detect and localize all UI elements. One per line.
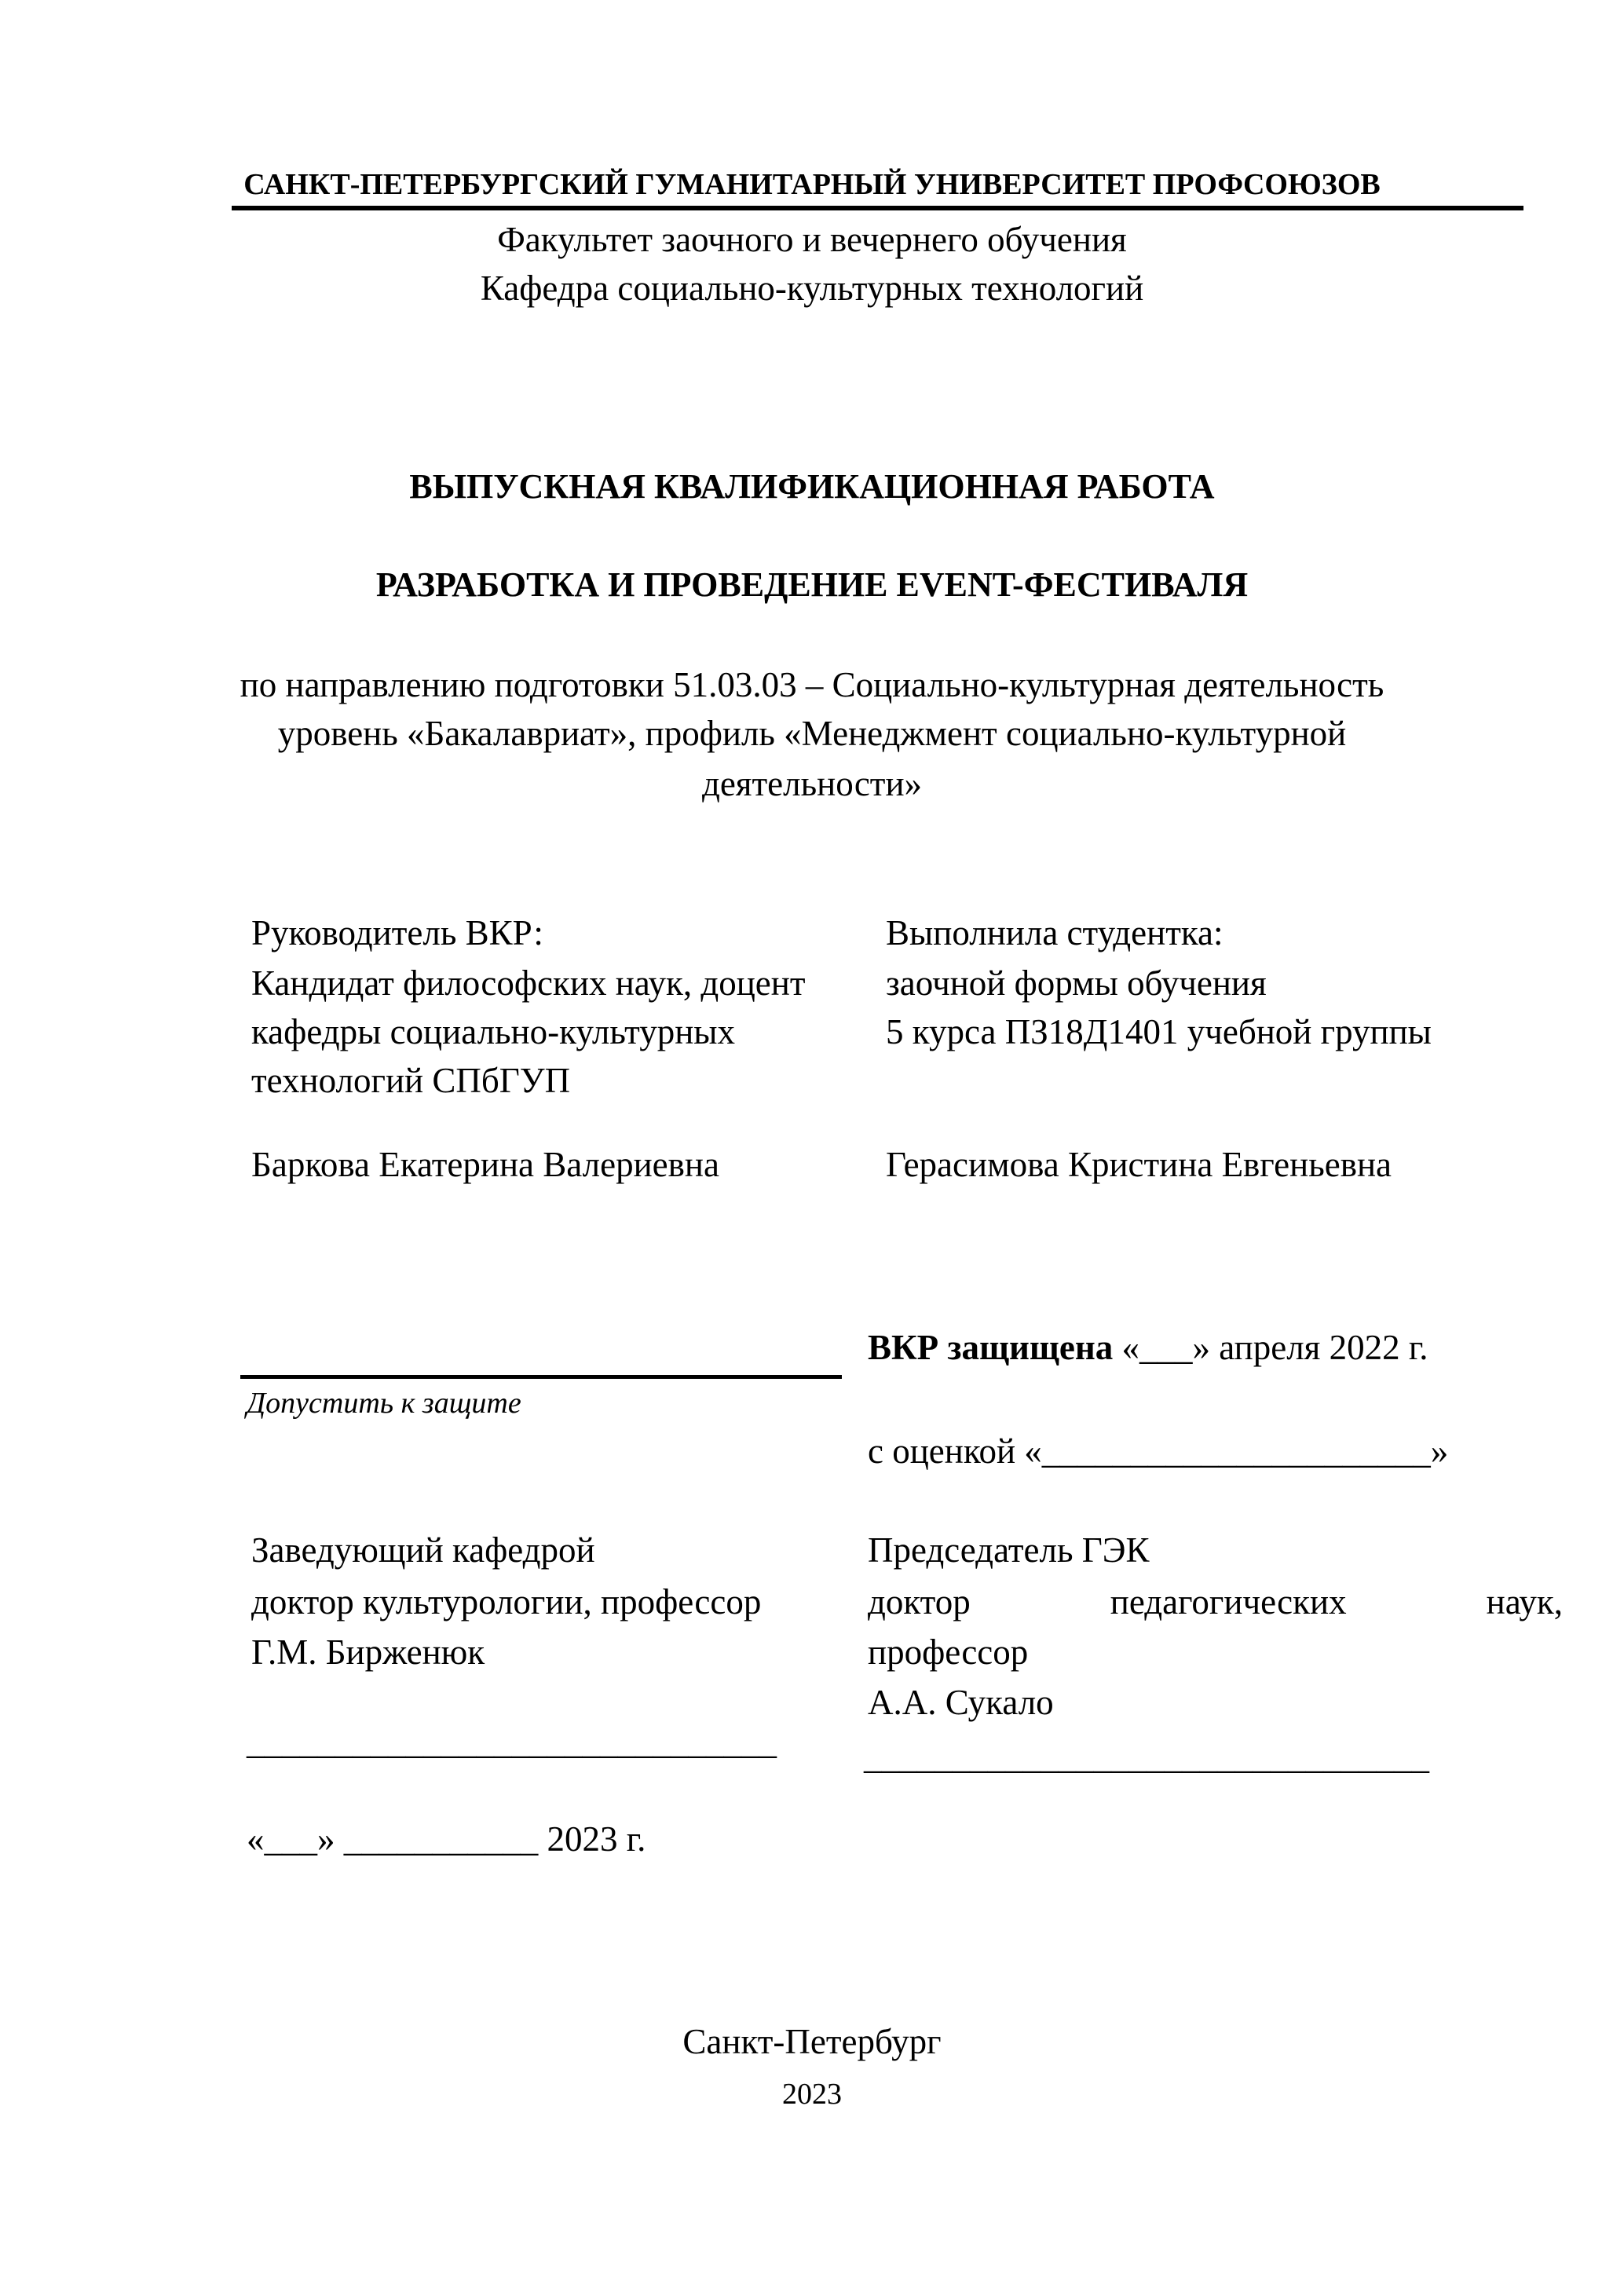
university-name: САНКТ-ПЕТЕРБУРГСКИЙ ГУМАНИТАРНЫЙ УНИВЕРСИТЕТ ПРОФСОЮЗОВ [243,168,1381,201]
chairman-degree [868,1582,1563,1621]
department-name: Кафедра социально-культурных технологий [480,269,1144,308]
defense-line [868,1330,1428,1366]
head-name: Г.М. Бирженюк [251,1632,485,1672]
student-info: 5 курса ПЗ18Д1401 учебной группы [886,1012,1432,1051]
chairman-degree-word: педагогических [1110,1582,1347,1621]
student-name: Герасимова Кристина Евгеньевна [886,1145,1392,1184]
direction-line: деятельности» [701,764,923,803]
chairman-rank: профессор [868,1632,1029,1672]
chairman-title: Председатель ГЭК [868,1530,1150,1570]
faculty-name: Факультет заочного и вечернего обучения [497,220,1127,259]
chairman-degree-word: доктор [868,1582,971,1621]
year: 2023 [782,2078,842,2111]
date-line: «___» ___________ 2023 г. [247,1819,646,1859]
direction-line: по направлению подготовки 51.03.03 – Социально-культурная деятельность [240,665,1384,704]
supervisor-degree: технологий СПбГУП [251,1061,571,1100]
chairman-signature-line: ________________________________ [864,1737,1429,1776]
admission-signature-line [240,1375,842,1379]
header-rule [232,206,1523,210]
head-degree: доктор культурологии, профессор [251,1582,762,1621]
direction-line: уровень «Бакалавриат», профиль «Менеджмент социально-культурной [277,714,1347,753]
student-info: заочной формы обучения [886,963,1267,1003]
defense-date: «___» апреля 2022 г. [1113,1328,1428,1367]
work-type-title: ВЫПУСКНАЯ КВАЛИФИКАЦИОННАЯ РАБОТА [409,467,1215,506]
head-signature-line: ______________________________ [247,1722,777,1761]
defense-bold: ВКР защищена [868,1328,1114,1367]
head-title: Заведующий кафедрой [251,1530,595,1570]
supervisor-name: Баркова Екатерина Валериевна [251,1145,719,1184]
supervisor-degree: Кандидат философских наук, доцент [251,963,806,1003]
city: Санкт-Петербург [682,2022,942,2061]
supervisor-label: Руководитель ВКР: [251,913,543,952]
topic-title: РАЗРАБОТКА И ПРОВЕДЕНИЕ EVENT-ФЕСТИВАЛЯ [375,565,1249,604]
student-label: Выполнила студентка: [886,913,1223,952]
defense-grade: с оценкой «______________________» [868,1431,1449,1471]
chairman-name: А.А. Сукало [868,1683,1054,1722]
chairman-degree-word: наук, [1486,1582,1563,1621]
admission-label: Допустить к защите [247,1387,521,1420]
supervisor-degree: кафедры социально-культурных [251,1012,736,1051]
